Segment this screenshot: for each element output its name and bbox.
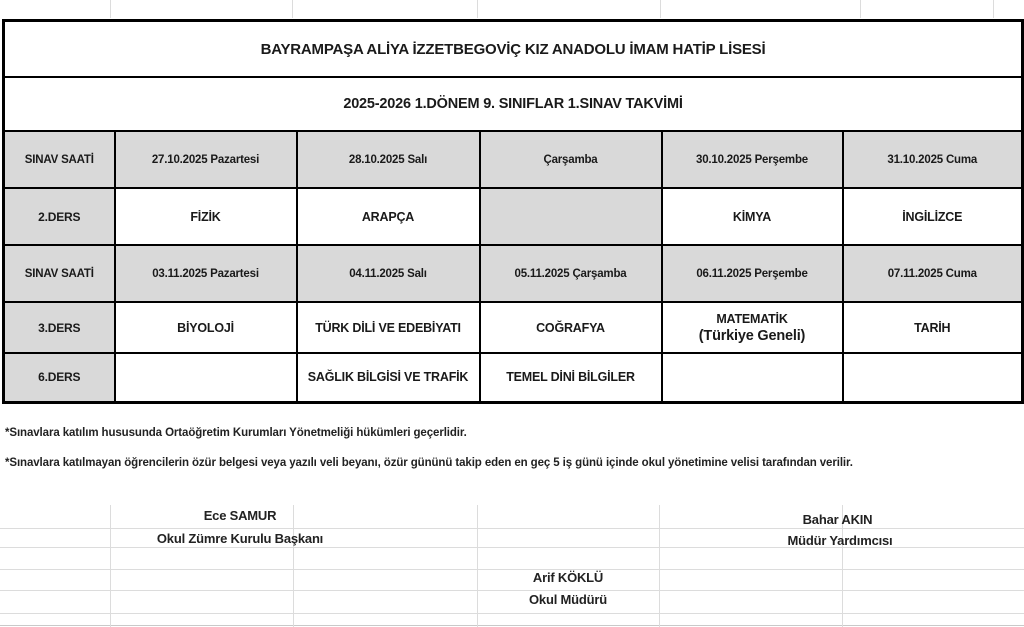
header-cell-date: 28.10.2025 Salı (297, 131, 480, 188)
signature-left-title: Okul Zümre Kurulu Başkanı (156, 531, 324, 546)
sheet-gridline (0, 625, 1024, 626)
subject-cell: SAĞLIK BİLGİSİ VE TRAFİK (297, 353, 480, 402)
sheet-gridline (477, 0, 478, 18)
header-cell-date: 03.11.2025 Pazartesi (115, 245, 297, 302)
sheet-gridline (993, 0, 994, 18)
signature-right-title: Müdür Yardımcısı (787, 533, 893, 548)
sheet-gridline (292, 0, 293, 18)
sheet-gridline (0, 528, 1024, 529)
subject-cell: ARAPÇA (297, 188, 480, 245)
header-cell-sinav-saati: SINAV SAATİ (4, 245, 115, 302)
subject-cell: FİZİK (115, 188, 297, 245)
row-6ders (4, 353, 1023, 402)
page-subtitle: 2025-2026 1.DÖNEM 9. SINIFLAR 1.SINAV TAKVİMİ (4, 77, 1023, 131)
sheet-gridline (860, 0, 861, 18)
header-cell-sinav-saati: SINAV SAATİ (4, 131, 115, 188)
header-cell-date: 31.10.2025 Cuma (843, 131, 1023, 188)
header-cell-date: 04.11.2025 Salı (297, 245, 480, 302)
row-label: 6.DERS (4, 353, 115, 402)
subject-cell-empty (115, 353, 297, 402)
sheet-gridline (0, 590, 1024, 591)
row-label: 3.DERS (4, 302, 115, 353)
subject-cell: TARİH (843, 302, 1023, 353)
header-cell-date: 06.11.2025 Perşembe (662, 245, 843, 302)
subject-cell-empty (662, 353, 843, 402)
page-title: BAYRAMPAŞA ALİYA İZZETBEGOVİÇ KIZ ANADOLU İMAM HATİP LİSESİ (4, 21, 1023, 78)
subtitle-row (4, 77, 1023, 131)
sheet-gridline (659, 505, 660, 627)
subject-line2: (Türkiye Geneli) (698, 327, 806, 344)
row-2ders (4, 188, 1023, 245)
sheet-gridline (660, 0, 661, 18)
exam-schedule-table (2, 19, 1024, 404)
header-cell-date: 27.10.2025 Pazartesi (115, 131, 297, 188)
sheet-gridline (110, 505, 111, 627)
week2-header-row (4, 245, 1023, 302)
subject-cell: TÜRK DİLİ VE EDEBİYATI (297, 302, 480, 353)
header-cell-date: 07.11.2025 Cuma (843, 245, 1023, 302)
sheet-gridline (477, 505, 478, 627)
signature-center-name: Arif KÖKLÜ (532, 570, 604, 585)
subject-line1: MATEMATİK (716, 311, 788, 326)
subject-cell: İNGİLİZCE (843, 188, 1023, 245)
sheet-gridline (293, 505, 294, 627)
footnote-attendance: *Sınavlara katılım hususunda Ortaöğretim Kurumları Yönetmeliği hükümleri geçerlidir. (5, 427, 467, 439)
sheet-gridline (0, 613, 1024, 614)
footnote-excuse: *Sınavlara katılmayan öğrencilerin özür belgesi veya yazılı veli beyanı, özür gününü takip eden en geç 5 iş günü içinde okul yönetimine velisi tarafından verilir. (5, 457, 853, 469)
signature-right-name: Bahar AKIN (802, 512, 873, 527)
row-label: 2.DERS (4, 188, 115, 245)
subject-cell: COĞRAFYA (480, 302, 662, 353)
subject-cell-empty (480, 188, 662, 245)
subject-cell: BİYOLOJİ (115, 302, 297, 353)
header-cell-date: 05.11.2025 Çarşamba (480, 245, 662, 302)
header-cell-date: 30.10.2025 Perşembe (662, 131, 843, 188)
subject-cell-matematik (662, 302, 843, 353)
signature-center-title: Okul Müdürü (529, 592, 607, 607)
sheet-gridline (110, 0, 111, 18)
header-cell-date: Çarşamba (480, 131, 662, 188)
subject-cell: KİMYA (662, 188, 843, 245)
signature-left-name: Ece SAMUR (203, 508, 277, 523)
title-row (4, 21, 1023, 78)
week1-header-row (4, 131, 1023, 188)
row-3ders (4, 302, 1023, 353)
subject-cell: TEMEL DİNİ BİLGİLER (480, 353, 662, 402)
subject-cell-empty (843, 353, 1023, 402)
